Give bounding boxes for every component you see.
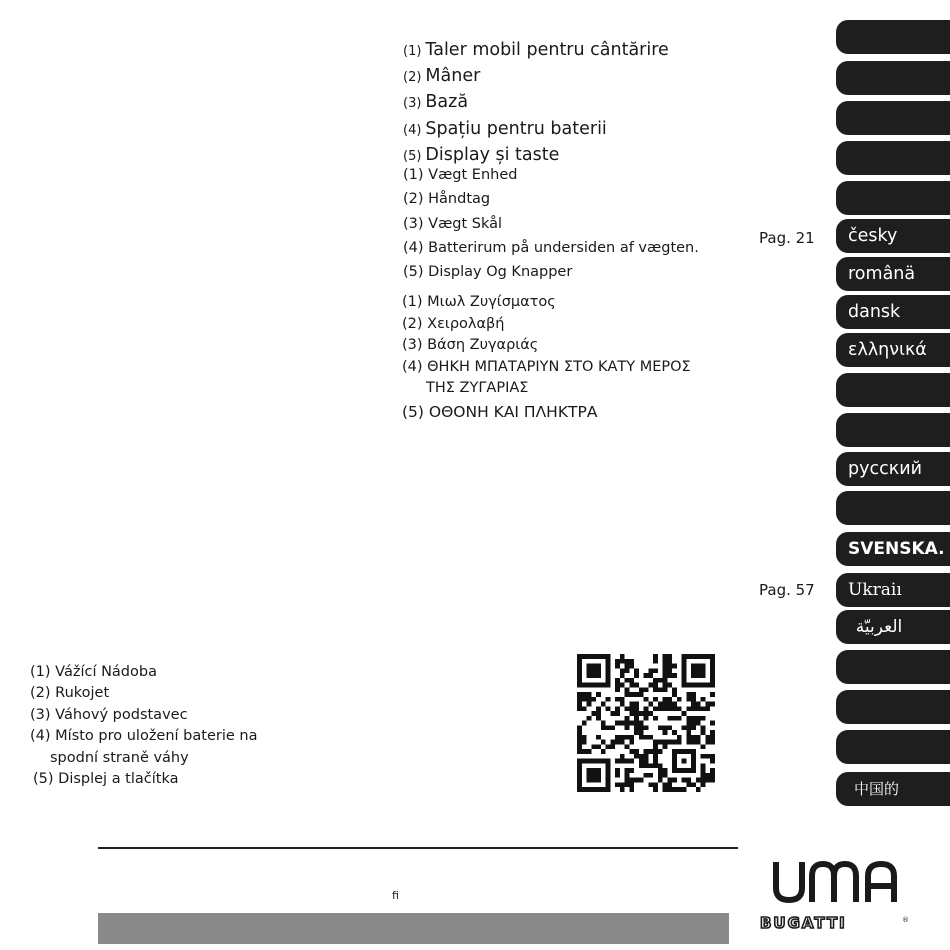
uma-bugatti-logo: [756, 858, 918, 942]
list-item: (4) ΘΗΚΗ ΜΠΑΤΑΡΙΥΝ ΣΤΟ ΚΑΤΥ ΜΕΡΟΣ: [402, 358, 691, 375]
list-item: (1) Vægt Enhed: [403, 167, 518, 183]
language-tab[interactable]: [836, 141, 950, 175]
language-tab[interactable]: [836, 181, 950, 215]
list-item: ΤΗΣ ΖΥΓΑΡΙΑΣ: [426, 380, 529, 396]
list-item: (5) Display și taste: [403, 144, 560, 165]
page-number: fi: [392, 889, 399, 902]
list-item: (5) Display Og Knapper: [403, 264, 573, 281]
language-tab[interactable]: [836, 20, 950, 54]
language-tab-greek[interactable]: ελληνικά: [836, 333, 950, 367]
list-item: (4) Místo pro uložení baterie na: [30, 728, 258, 745]
parts-list-greek: [402, 292, 691, 423]
list-item: (3) Bază: [403, 92, 469, 113]
page-ref-ukrainian: Pag. 57: [759, 581, 815, 599]
list-item: (2) Mâner: [403, 66, 481, 87]
list-item: (2) Rukojet: [30, 685, 110, 702]
language-tab[interactable]: [836, 650, 950, 684]
list-item: spodní straně váhy: [50, 749, 189, 766]
language-tab[interactable]: [836, 491, 950, 525]
footer-divider: [98, 847, 738, 849]
list-item: (3) Vægt Skål: [403, 215, 503, 232]
list-item: (5) Displej a tlačítka: [33, 771, 179, 788]
parts-list-czech: [30, 662, 257, 790]
footer-bar: [98, 913, 729, 944]
language-tab-czech[interactable]: česky: [836, 219, 950, 253]
list-item: (2) Håndtag: [403, 191, 491, 208]
list-item: (4) Batterirum på undersiden af vægten.: [403, 239, 699, 256]
qr-code-icon[interactable]: [577, 654, 715, 792]
list-item: (1) Taler mobil pentru cântărire: [403, 40, 669, 60]
language-tab-swedish[interactable]: SVENSKA.: [836, 532, 950, 566]
language-tab[interactable]: [836, 413, 950, 447]
page-ref-czech: Pag. 21: [759, 229, 815, 247]
language-tab-chinese[interactable]: 中国的: [836, 772, 950, 806]
language-tab[interactable]: [836, 101, 950, 135]
list-item: (3) Βάση Ζυγαριάς: [402, 337, 539, 353]
list-item: (1) Vážící Nádoba: [30, 664, 157, 680]
language-tab-danish[interactable]: dansk: [836, 295, 950, 329]
language-tab[interactable]: [836, 730, 950, 764]
svg-text:BUGATTI: BUGATTI: [760, 914, 847, 932]
list-item: (3) Váhový podstavec: [30, 706, 188, 723]
language-tab[interactable]: [836, 61, 950, 95]
language-tab[interactable]: [836, 690, 950, 724]
list-item: (4) Spațiu pentru baterii: [403, 118, 607, 139]
parts-list-romanian: [403, 38, 669, 169]
language-tab-russian[interactable]: русский: [836, 452, 950, 486]
language-tab-ukrainian[interactable]: Ukraiı: [836, 573, 950, 607]
list-item: (2) Χειρολαβή: [402, 315, 505, 332]
language-tab[interactable]: [836, 373, 950, 407]
language-tab-arabic[interactable]: العربيّة: [836, 610, 950, 644]
svg-text:®: ®: [902, 916, 909, 924]
parts-list-danish: [403, 163, 699, 284]
language-tab-romanian[interactable]: românä: [836, 257, 950, 291]
list-item: (1) Μιωλ Ζυγίσματος: [402, 294, 556, 310]
list-item: (5) ΟΘΟΝΗ ΚΑΙ ΠΛΗΚΤΡΑ: [402, 402, 598, 421]
